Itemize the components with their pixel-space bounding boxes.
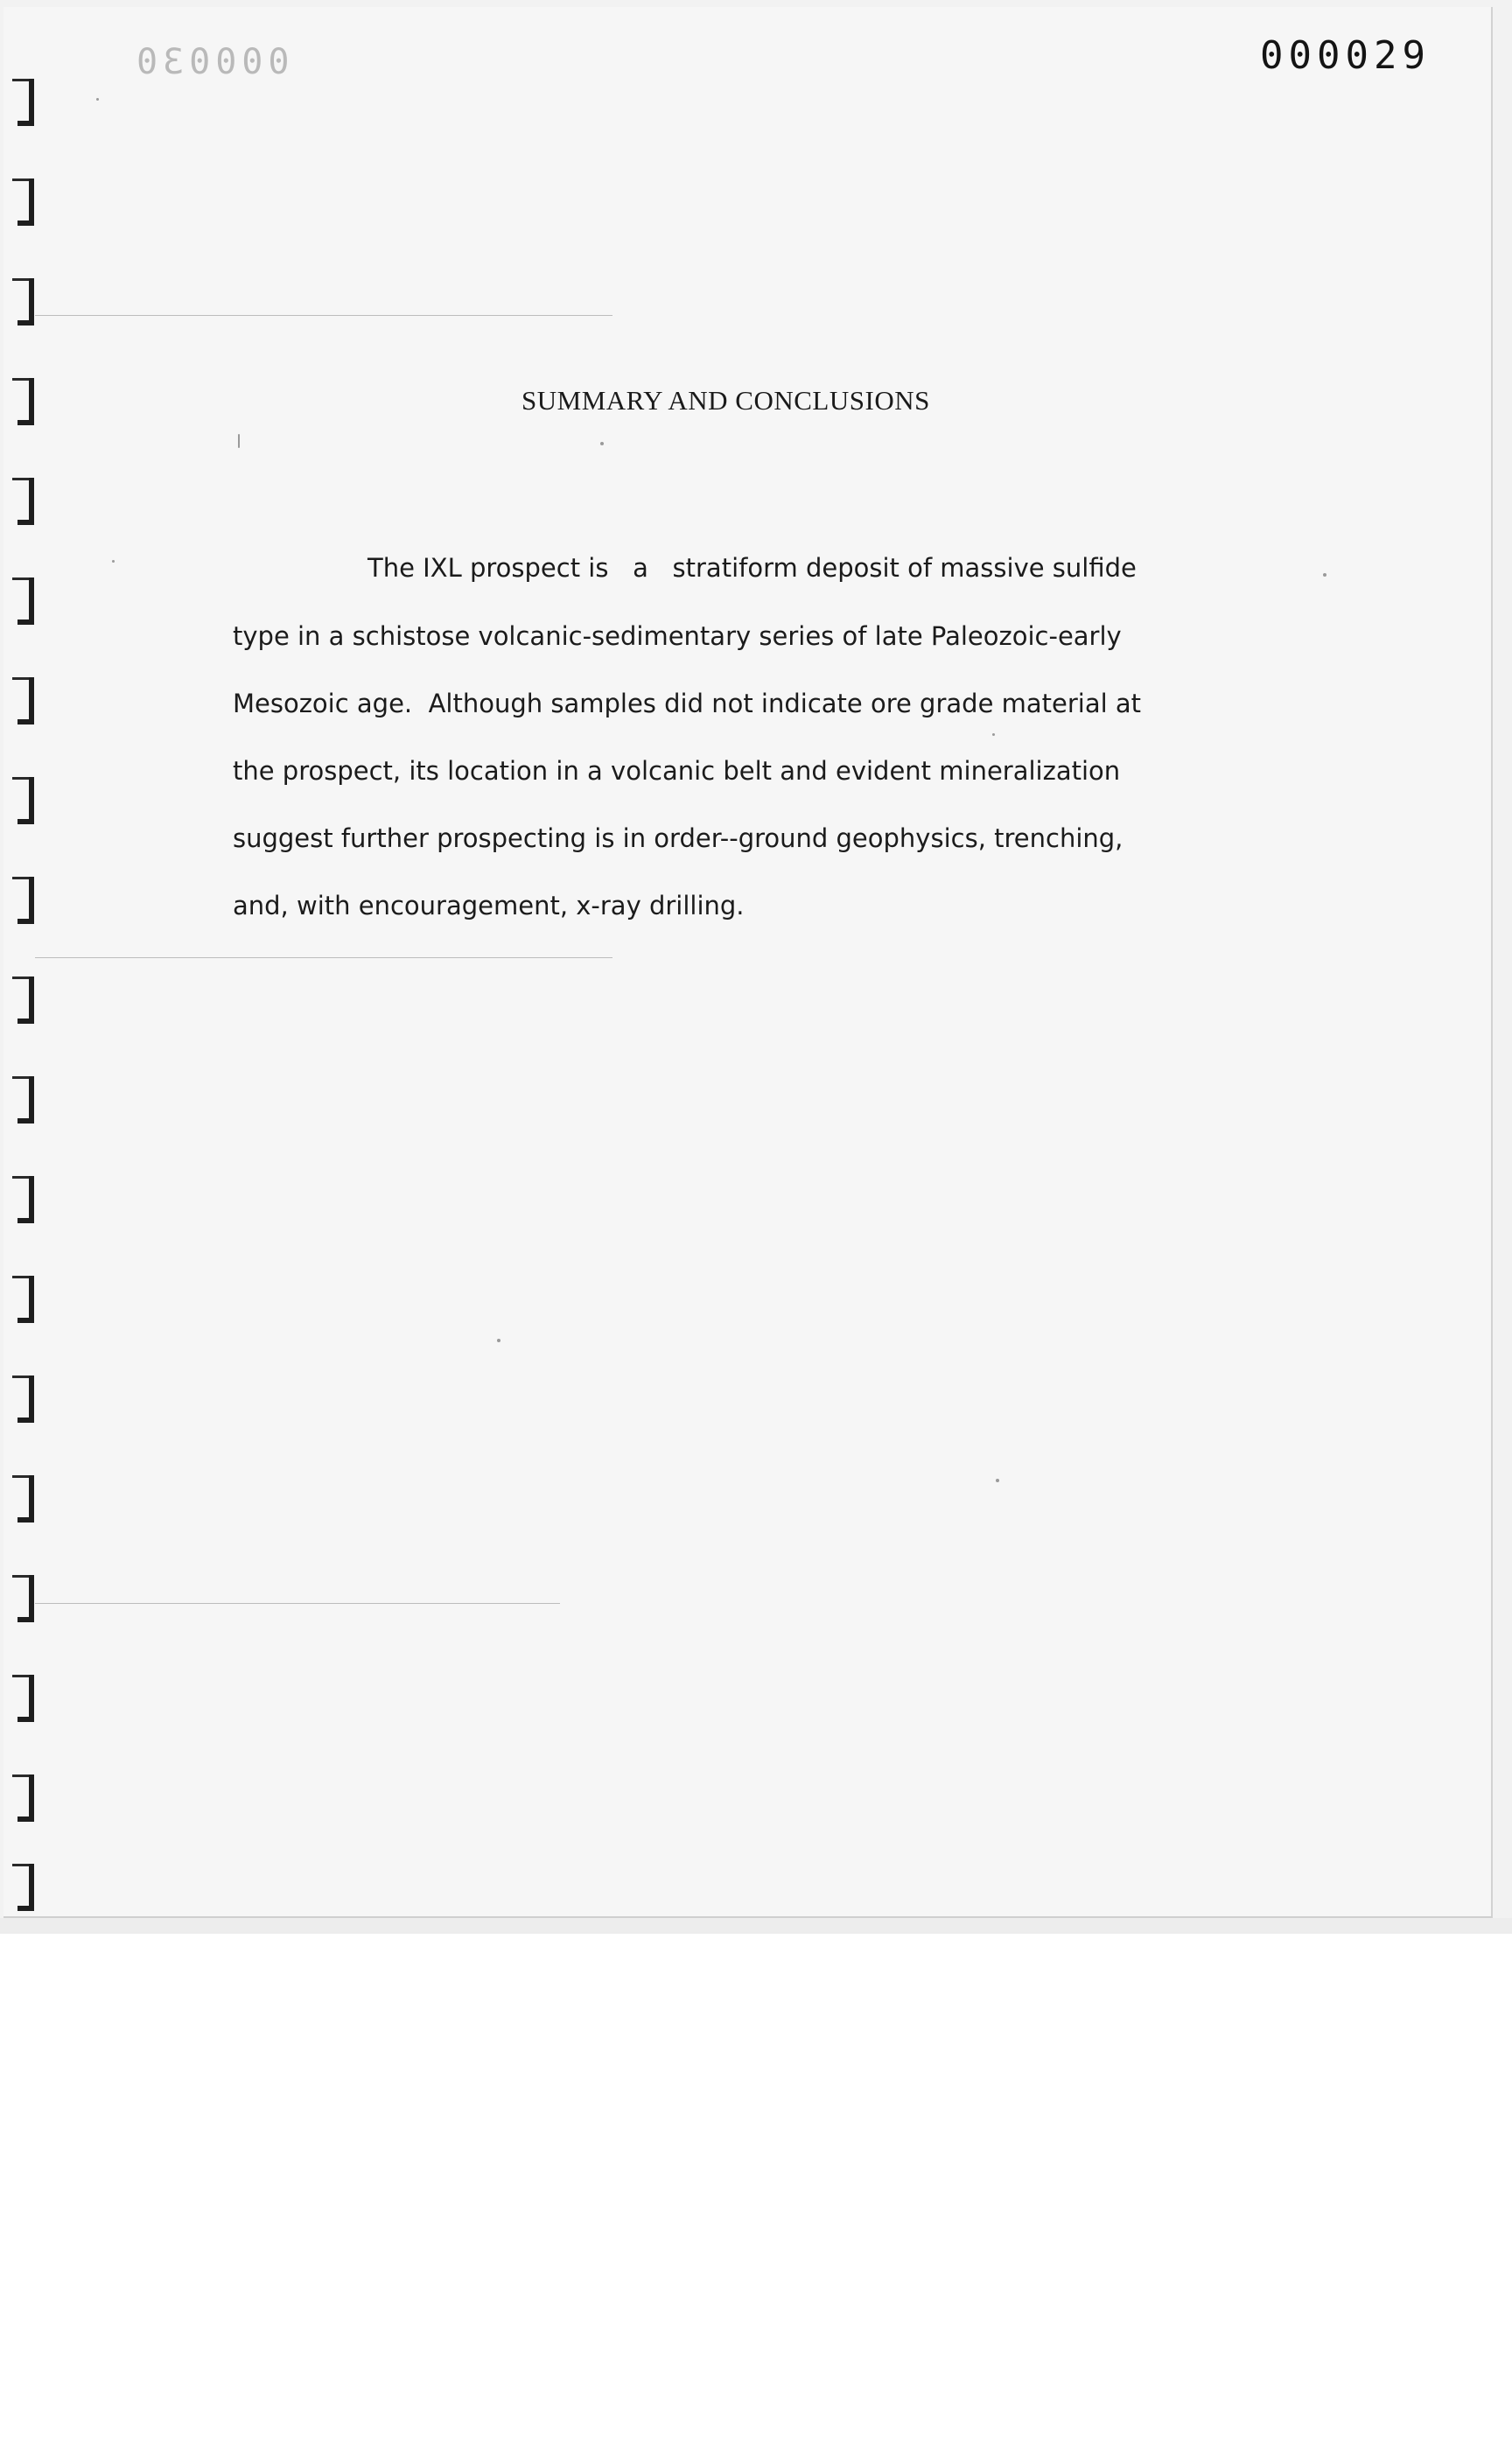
binding-ring — [5, 1276, 37, 1325]
paragraph-line: The IXL prospect is a stratiform deposit of massive sulfide — [368, 553, 1137, 583]
bleed-rule — [35, 957, 612, 958]
binding-ring — [5, 1575, 37, 1624]
scan-margin — [0, 1918, 1512, 1934]
bleed-rule — [35, 1603, 560, 1604]
paragraph-line: type in a schistose volcanic-sedimentary series of late Paleozoic-early — [233, 621, 1122, 651]
binding-ring — [5, 1675, 37, 1724]
binding-ring — [5, 777, 37, 826]
paragraph-line: and, with encouragement, x-ray drilling. — [233, 891, 745, 920]
paragraph-line: the prospect, its location in a volcanic belt and evident mineralization — [233, 756, 1121, 786]
binding-ring — [5, 1774, 37, 1824]
binding-ring — [5, 178, 37, 228]
binding-ring — [5, 478, 37, 527]
bleed-rule — [35, 315, 612, 316]
binding-ring — [5, 976, 37, 1026]
scan-speck — [497, 1339, 500, 1342]
binding-ring — [5, 877, 37, 926]
scan-speck — [992, 733, 995, 736]
binding-ring — [5, 578, 37, 626]
scan-speck — [112, 560, 115, 563]
bleed-through-page-number: 000030 — [131, 42, 290, 82]
paragraph-line: suggest further prospecting is in order--ground geophysics, trenching, — [233, 823, 1124, 853]
scan-speck — [996, 1479, 999, 1482]
binding-ring — [5, 1076, 37, 1125]
scan-speck — [1323, 573, 1326, 577]
binding-ring — [5, 278, 37, 327]
binding-ring — [5, 677, 37, 726]
binding-ring — [5, 1376, 37, 1424]
scan-speck — [96, 98, 99, 101]
binding-ring — [5, 79, 37, 128]
paragraph-line: Mesozoic age. Although samples did not indicate ore grade material at — [233, 689, 1142, 718]
scan-speck — [600, 442, 604, 445]
binding-ring — [5, 1864, 37, 1913]
page-number: 000029 — [1260, 33, 1431, 78]
binding-ring — [5, 1176, 37, 1225]
binding-ring — [5, 1475, 37, 1524]
spiral-binding — [5, 79, 40, 1916]
scan-speck — [238, 434, 240, 448]
section-heading: SUMMARY AND CONCLUSIONS — [522, 385, 930, 416]
binding-ring — [5, 378, 37, 427]
paper-sheet — [4, 7, 1493, 1918]
